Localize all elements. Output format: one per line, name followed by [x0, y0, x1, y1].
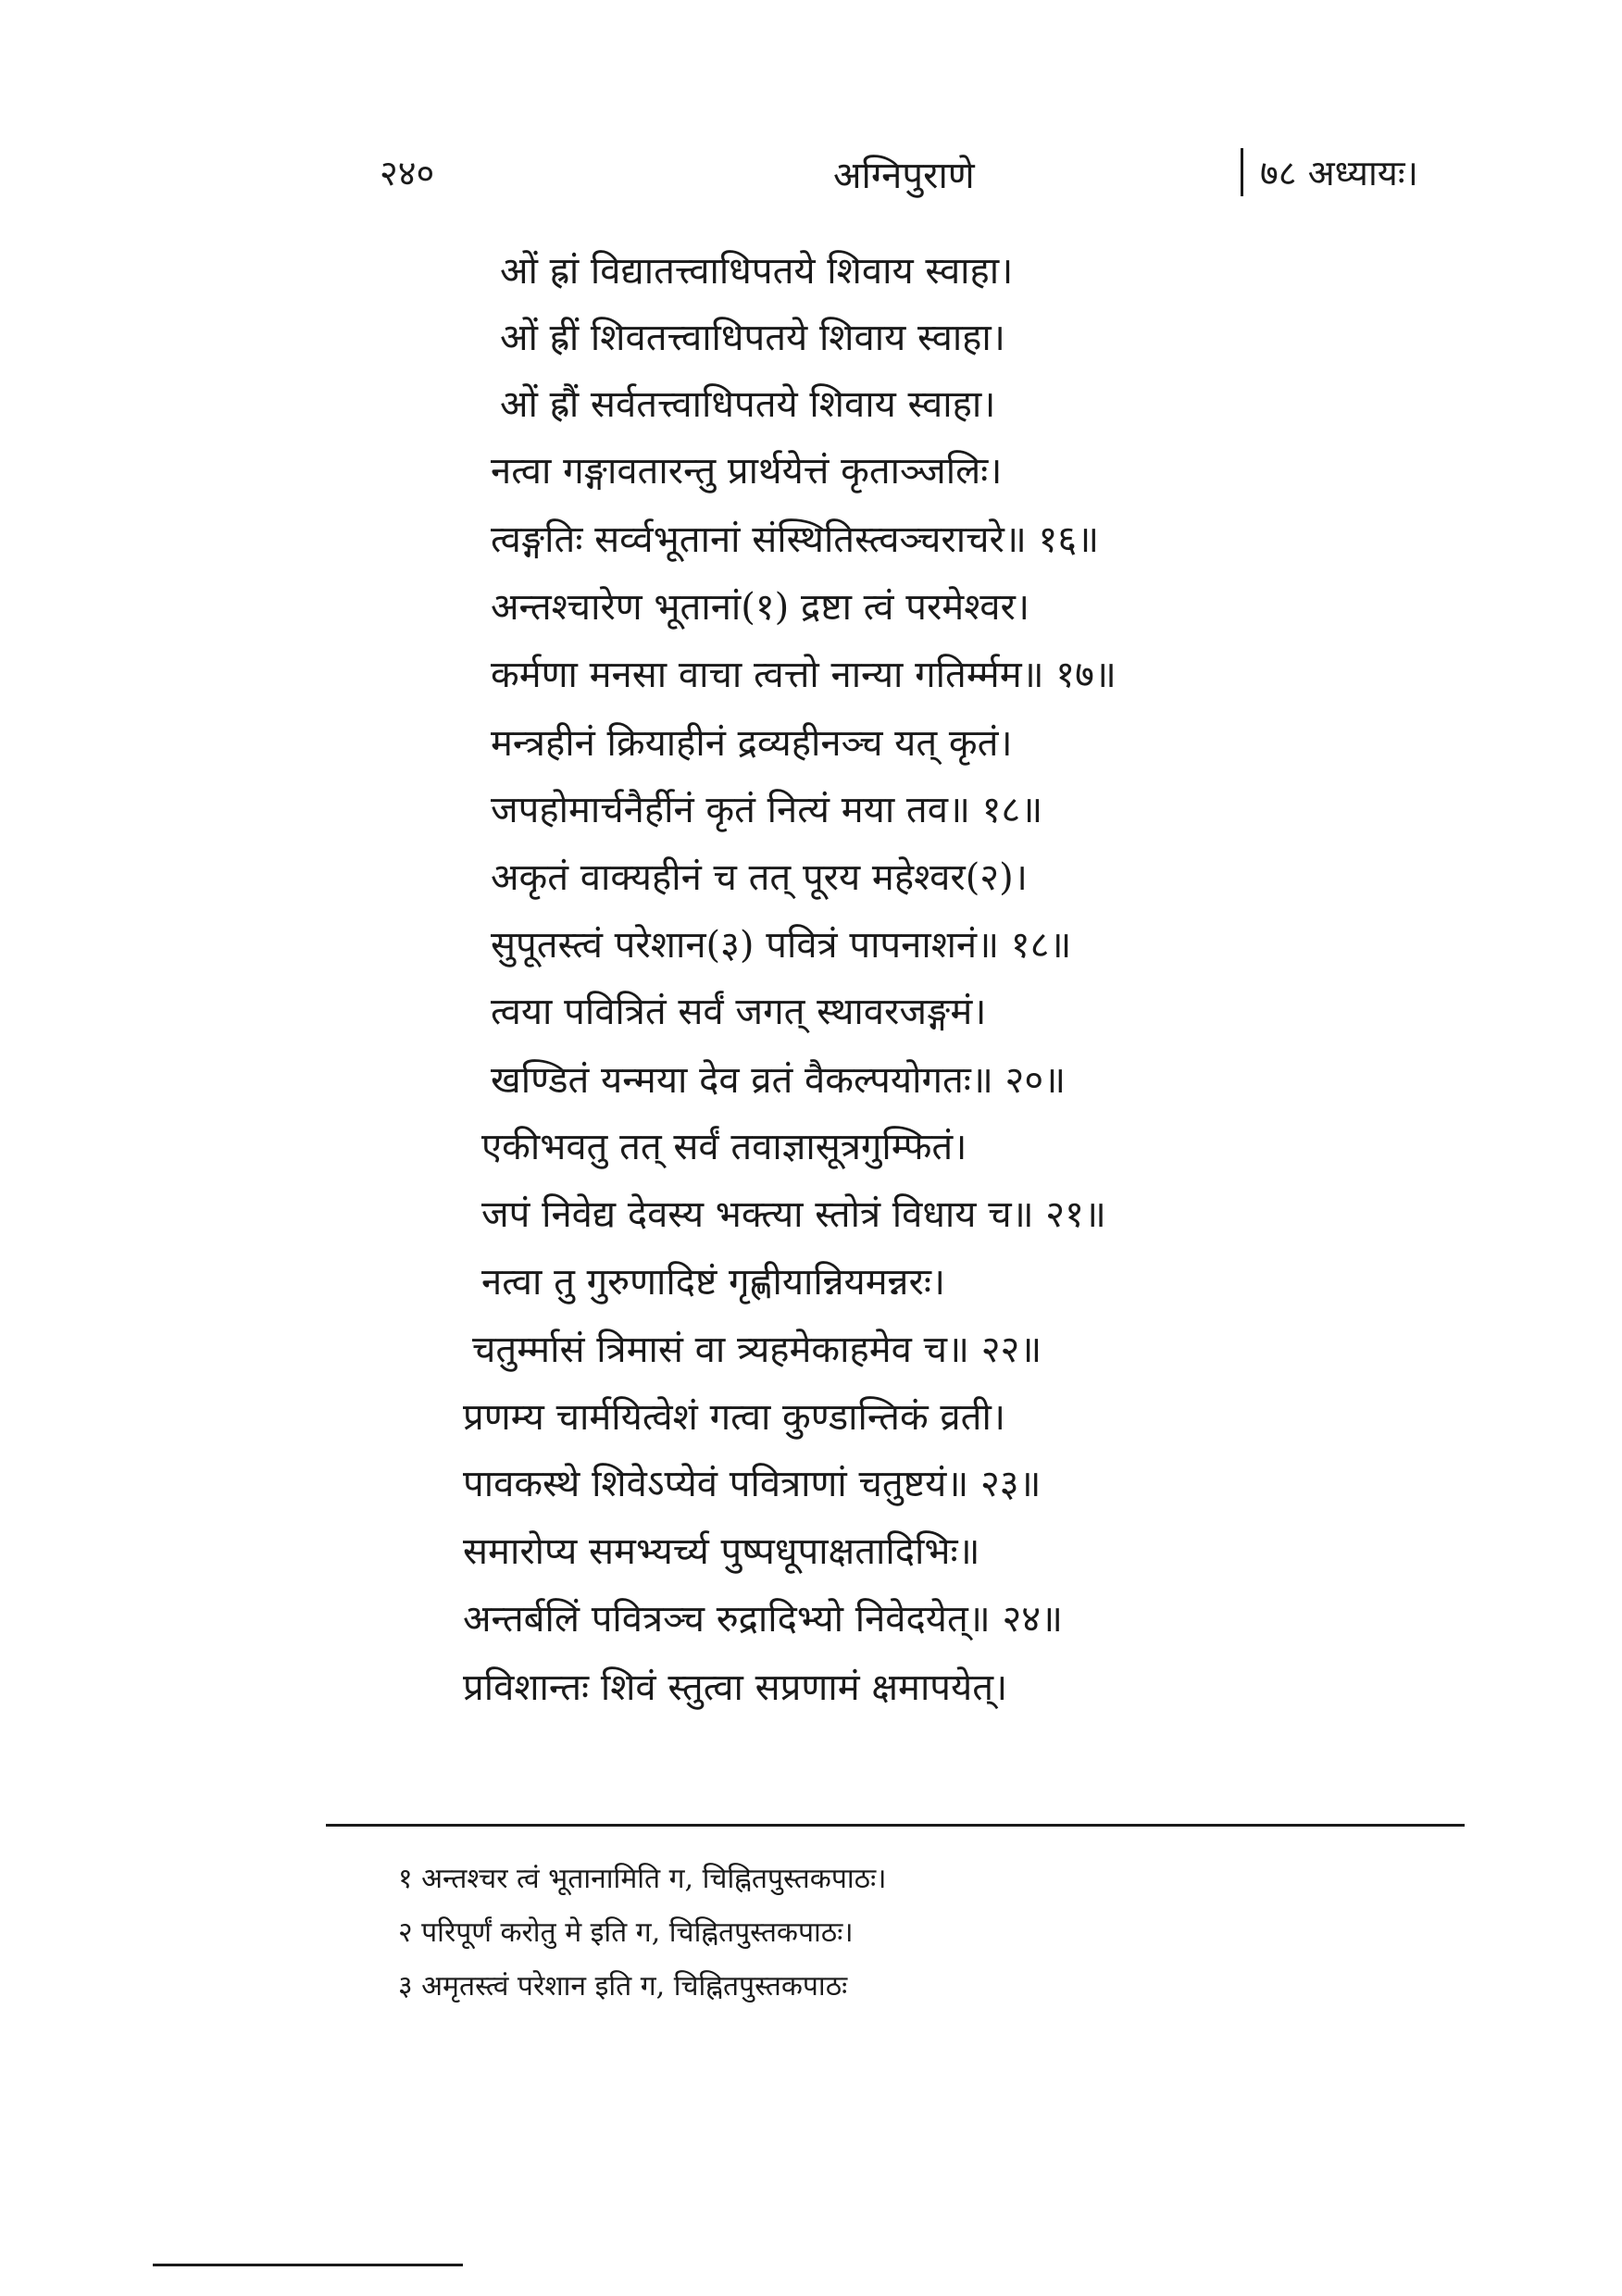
verse-line: कर्मणा मनसा वाचा त्वत्तो नान्या गतिर्म्मम॥ १७॥	[491, 654, 1117, 696]
footnote-divider	[326, 1824, 1465, 1827]
verse-line: ओं ह्रां विद्यातत्त्वाधिपतये शिवाय स्वाहा।	[500, 250, 1014, 293]
verse-line: समारोप्य समभ्यर्च्य पुष्पधूपाक्षतादिभिः॥	[463, 1530, 980, 1573]
verse-line: खण्डितं यन्मया देव व्रतं वैकल्पयोगतः॥ २०॥	[491, 1059, 1067, 1102]
chapter-label: ७८ अध्यायः।	[1241, 148, 1418, 196]
verse-line: एकीभवतु तत् सर्वं तवाज्ञासूत्रगुम्फितं।	[481, 1126, 967, 1168]
verse-line: पावकस्थे शिवेऽप्येवं पवित्राणां चतुष्टयं॥ २३॥	[463, 1463, 1042, 1505]
running-title: अग्निपुराणे	[833, 155, 975, 197]
verse-line: त्वया पवित्रितं सर्वं जगत् स्थावरजङ्गमं।	[491, 991, 987, 1033]
footnote: १ अन्तश्चर त्वं भूतानामिति ग, चिह्नितपुस्तकपाठः।	[398, 1863, 887, 1895]
verse-line: नत्वा तु गुरुणादिष्टं गृह्णीयान्नियमन्नरः।	[481, 1261, 946, 1304]
verse-line: त्वङ्गतिः सर्व्वभूतानां संस्थितिस्त्वञ्चराचरे॥ १६॥	[491, 518, 1100, 561]
verse-line: प्रणम्य चार्मयित्वेशं गत्वा कुण्डान्तिकं व्रती।	[463, 1396, 1005, 1439]
verse-line: ओं ह्रीं शिवतत्त्वाधिपतये शिवाय स्वाहा।	[500, 317, 1005, 359]
verse-line: मन्त्रहीनं क्रियाहीनं द्रव्यहीनञ्च यत् कृतं।	[491, 722, 1013, 765]
verse-line: जपं निवेद्य देवस्य भक्त्या स्तोत्रं विधाय च॥ २१॥	[481, 1193, 1106, 1236]
verse-line: प्रविशान्तः शिवं स्तुत्वा सप्रणामं क्षमापयेत्।	[463, 1666, 1008, 1709]
verse-line: सुपूतस्त्वं परेशान(३) पवित्रं पापनाशनं॥ १८॥	[491, 924, 1072, 967]
verse-line: नत्वा गङ्गावतारन्तु प्रार्थयेत्तं कृताञ्जलिः।	[491, 450, 1003, 493]
verse-line: जपहोमार्चनैर्हीनं कृतं नित्यं मया तव॥ १८॥	[491, 789, 1043, 831]
verse-line: अन्तर्बलिं पवित्रञ्च रुद्रादिभ्यो निवेदयेत्॥ २४॥	[463, 1598, 1064, 1641]
verse-line: अकृतं वाक्यहीनं च तत् पूरय महेश्वर(२)।	[491, 856, 1028, 899]
verse-line: ओं ह्रौं सर्वतत्त्वाधिपतये शिवाय स्वाहा।	[500, 383, 996, 426]
bottom-rule	[153, 2264, 463, 2266]
footnote: २ परिपूर्णं करोतु मे इति ग, चिह्नितपुस्तकपाठः।	[398, 1916, 854, 1949]
footnote: ३ अमृतस्त्वं परेशान इति ग, चिह्नितपुस्तकपाठः	[398, 1970, 848, 2003]
page-header	[0, 139, 1622, 213]
page-number: २४०	[380, 153, 435, 193]
verse-line: अन्तश्चारेण भूतानां(१) द्रष्टा त्वं परमेश्वर।	[491, 586, 1029, 629]
verse-line: चतुर्म्मासं त्रिमासं वा त्र्यहमेकाहमेव च॥ २२॥	[472, 1329, 1042, 1371]
